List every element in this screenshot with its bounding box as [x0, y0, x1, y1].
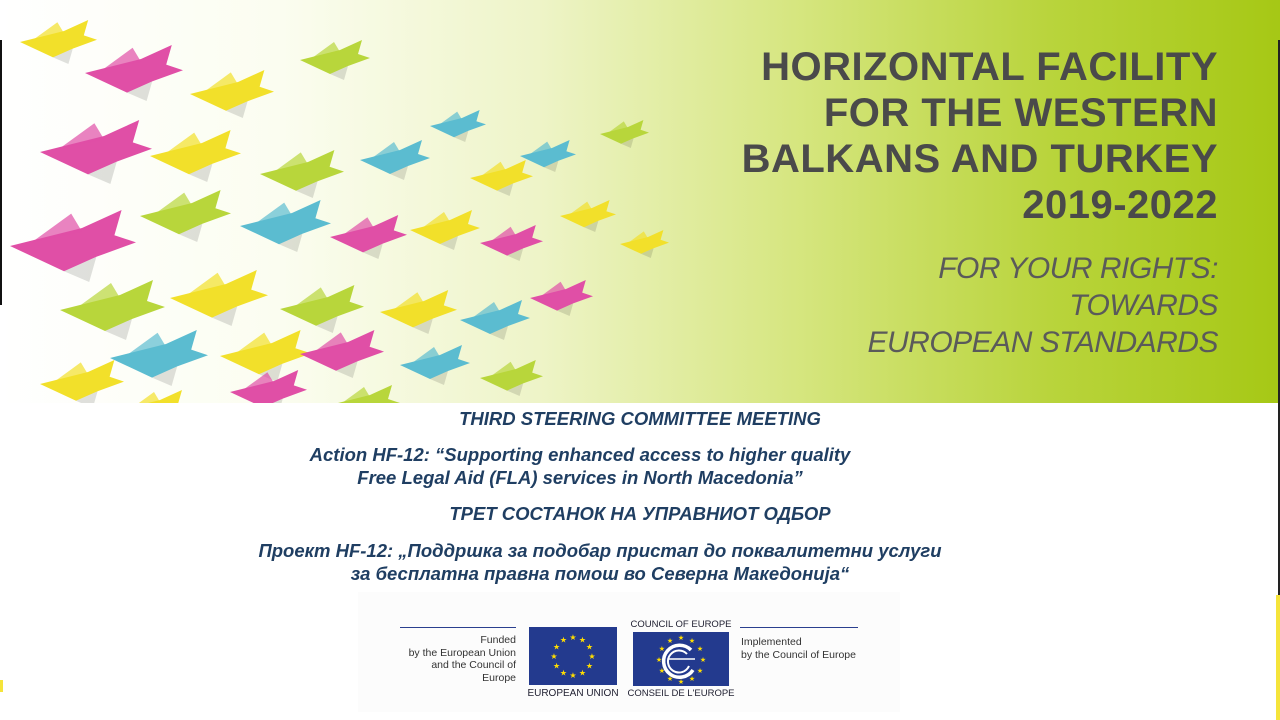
star-icon: ★	[550, 652, 558, 661]
meeting-heading-en: THIRD STEERING COMMITTEE MEETING	[459, 408, 821, 429]
divider	[400, 627, 516, 628]
bird-shape	[520, 140, 576, 172]
implemented-by-text	[741, 636, 871, 661]
bird-shape	[560, 200, 616, 232]
star-icon: ★	[655, 657, 663, 664]
star-icon: ★	[588, 652, 596, 661]
bird-shape	[470, 160, 533, 196]
star-icon: ★	[677, 679, 685, 686]
banner-title-line: FOR THE WESTERN	[823, 91, 1218, 135]
meeting-heading-mk: ТРЕТ СОСТАНОК НА УПРАВНИОТ ОДБОР	[449, 503, 831, 524]
eu-flag-logo	[529, 627, 617, 685]
bird-shape	[190, 70, 274, 118]
bird-shape	[150, 130, 241, 182]
banner-subtitle	[867, 250, 1218, 361]
star-icon: ★	[658, 668, 666, 675]
banner-title-line: BALKANS AND TURKEY	[741, 137, 1218, 181]
bird-shape	[330, 385, 400, 403]
bird-shape	[20, 20, 97, 64]
bird-shape	[530, 280, 593, 316]
bird-shape	[60, 280, 165, 340]
bird-shape	[480, 225, 543, 261]
bird-shape	[40, 120, 152, 184]
star-icon: ★	[552, 642, 561, 652]
funded-by-text	[400, 634, 516, 684]
implemented-line: Implemented	[741, 636, 802, 648]
bird-shape	[170, 270, 268, 326]
star-icon: ★	[677, 635, 685, 642]
star-icon: ★	[585, 642, 594, 652]
star-icon: ★	[688, 637, 696, 645]
banner-title-line: HORIZONTAL FACILITY	[761, 45, 1218, 89]
bird-shape	[85, 45, 183, 101]
bird-shape	[620, 230, 669, 258]
star-icon: ★	[569, 671, 577, 680]
bird-shape	[240, 200, 331, 252]
action-title-en: Action HF-12: “Supporting enhanced access to higher quality Free Legal Aid (FLA) services in North Macedonia”	[309, 444, 851, 488]
implemented-line: by the Council of Europe	[741, 648, 856, 661]
star-icon: ★	[552, 661, 561, 671]
bird-shape	[10, 210, 136, 282]
star-icon: ★	[559, 668, 568, 678]
bird-shape	[40, 360, 124, 403]
funded-line: and the Council of Europe	[431, 659, 516, 684]
yellow-accent	[1276, 595, 1280, 720]
star-icon: ★	[666, 676, 674, 684]
divider	[740, 627, 858, 628]
bird-shape	[300, 330, 384, 378]
banner-subtitle-line: FOR YOUR RIGHTS:	[938, 252, 1218, 285]
left-edge-line	[0, 40, 2, 305]
bird-shape	[400, 345, 470, 385]
banner-title-line: 2019-2022	[1022, 183, 1218, 227]
star-icon: ★	[559, 635, 568, 645]
funded-line: Funded	[480, 634, 516, 646]
bird-shape	[430, 110, 486, 142]
bird-shape	[330, 215, 407, 259]
bird-shape	[230, 370, 307, 403]
star-icon: ★	[666, 637, 674, 645]
bird-shape	[120, 390, 190, 403]
coe-top-label: COUNCIL OF EUROPE	[630, 619, 732, 630]
star-icon: ★	[569, 633, 577, 642]
bird-shape	[410, 210, 480, 250]
star-icon: ★	[688, 676, 696, 684]
bird-shape	[480, 360, 543, 396]
bird-shape	[380, 290, 457, 334]
eu-label: EUROPEAN UNION	[527, 688, 619, 699]
bird-shape	[280, 285, 364, 333]
coe-logo	[633, 632, 729, 686]
star-icon: ★	[696, 646, 704, 653]
banner-subtitle-line: EUROPEAN STANDARDS	[867, 326, 1218, 359]
star-icon: ★	[696, 668, 704, 675]
bird-shape	[600, 120, 649, 148]
star-icon: ★	[585, 661, 594, 671]
banner-title	[742, 44, 1218, 228]
bird-shape	[460, 300, 530, 340]
funded-line: by the European Union	[408, 646, 516, 659]
star-icon: ★	[699, 657, 707, 664]
star-icon: ★	[578, 668, 587, 678]
star-icon: ★	[578, 635, 587, 645]
bird-shape	[360, 140, 430, 180]
star-icon: ★	[658, 646, 666, 653]
action-title-mk: Проект HF-12: „Поддршка за подобар пристап до поквалитетни услуги за бесплатна правна помош во Северна Македонија“	[258, 540, 942, 584]
bird-shape	[260, 150, 344, 198]
bird-shape	[140, 190, 231, 242]
funding-footer	[358, 592, 900, 712]
banner-subtitle-line: TOWARDS	[1069, 289, 1218, 322]
yellow-accent	[0, 680, 3, 692]
coe-bottom-label: CONSEIL DE L'EUROPE	[627, 688, 735, 699]
bird-shape	[300, 40, 370, 80]
